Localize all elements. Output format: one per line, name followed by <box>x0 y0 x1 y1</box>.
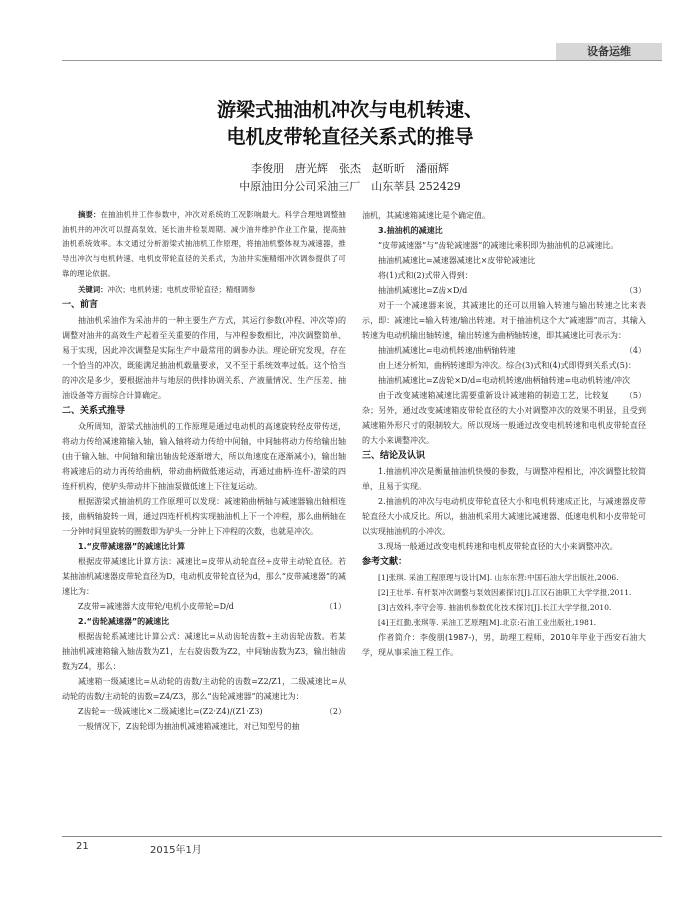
keywords <box>62 282 346 297</box>
paragraph: 对于一个减速器来说，其减速比的还可以用输入转速与输出转速之比来表示，即：减速比=输入转速/输出转速。对于抽油机这个大“减速器”而言，其输入转速为电动机输出轴转速，输出转速为曲柄轴转速，即其减速比可表示为： <box>362 301 646 340</box>
authors: 李俊朋 唐光辉 张杰 赵昕昕 潘丽辉 <box>251 162 449 175</box>
conclusion-item: 1.抽油机冲次是衡量抽油机快慢的参数，与调整冲程相比，冲次调整比较简单，且易于实现。 <box>362 467 646 491</box>
equation-number: （3） <box>624 286 646 295</box>
equation-number: （4） <box>624 346 646 355</box>
reference-item: [1]张琪. 采油工程原理与设计[M]. 山东东营:中国石油大学出版社,2006. <box>378 573 619 582</box>
paragraph: 将(1)式和(2)式带入得到： <box>378 271 473 280</box>
heading-references: 参考文献： <box>362 557 408 567</box>
page-number: 21 <box>76 841 89 852</box>
paragraph: 根据皮带减速比计算方法：减速比=皮带从动轮直径÷皮带主动轮直径。若某抽油机减速器皮带轮直径为D，电动机皮带轮直径为d，那么“皮带减速器”的减速比为： <box>62 556 346 596</box>
equation-3 <box>362 283 646 298</box>
equation-text: Z皮带=减速器大皮带轮/电机小皮带轮=D/d <box>78 601 234 611</box>
subheading-belt-ratio: 1.“皮带减速器”的减速比计算 <box>78 541 186 551</box>
right-column <box>362 208 646 660</box>
author-bio: 作者简介：李俊朋(1987-)，男，助理工程师，2010年毕业于西安石油大学，现从事采油工程工作。 <box>362 633 646 657</box>
paragraph: 根据游梁式抽油机的工作原理可以发现：减速箱曲柄轴与减速器输出轴相连接，曲柄轴旋转一周，通过四连杆机构实现抽油机上下一个冲程，那么曲柄轴在一分钟时间里旋转的圈数即为驴头一分钟上下冲程的次数，也就是冲次。 <box>62 496 346 536</box>
footer-rule <box>62 836 662 837</box>
article-title-line-1: 游梁式抽油机冲次与电机转速、 <box>216 99 483 121</box>
reference-item: [3]古效科,李守会等. 抽油机参数优化技术探讨[J].长江大学学报,2010. <box>378 603 612 612</box>
section-label: 设备运维 <box>556 43 662 60</box>
heading-intro: 一、前言 <box>62 299 99 310</box>
equation-2 <box>62 704 346 719</box>
reference-item: [2]王壮举. 有杆泵冲次调整与泵效因素探讨[J].江汉石油职工大学学报,2011. <box>378 588 632 597</box>
equation-5 <box>362 373 646 400</box>
left-column <box>62 208 346 734</box>
reference-item: [4]王红勤,张琪等. 采油工艺原理[M].北京:石油工业出版社,1981. <box>378 618 597 627</box>
heading-conclusion: 三、结论及认识 <box>362 451 426 461</box>
equation-number: （2） <box>324 706 346 716</box>
keywords-text: 冲次；电机转速；电机皮带轮直径；精细调参 <box>107 284 256 294</box>
article-title-line-2: 电机皮带轮直径关系式的推导 <box>226 126 474 148</box>
abstract-text: 在抽油机井工作参数中，冲次对系统的工况影响最大。科学合理地调整抽油机井的冲次可以提高泵效、延长油井检泵周期、减少油井维护作业工作量，提高抽油机系统效率。本文通过分析游梁式抽油机工作原理，将抽油机整体视为减速器，推导出冲次与电机转速、电机皮带轮直径的关系式，为油井实施精细冲次调参提供了可靠的理论依据。 <box>62 210 346 278</box>
paragraph: 根据齿轮系减速比计算公式：减速比=从动齿轮齿数÷主动齿轮齿数。若某抽油机减速箱输入轴齿数为Z1，左右旋齿数为Z2，中间轴齿数为Z3，输出轴齿数为Z4，那么： <box>62 631 346 671</box>
subheading-total-ratio: 3.抽油机的减速比 <box>378 226 443 235</box>
header-rule <box>62 60 662 61</box>
paragraph: 减速箱一级减速比=从动轮的齿数/主动轮的齿数=Z2/Z1，二级减速比=从动轮的齿数/主动轮的齿数=Z4/Z3，那么“齿轮减速器”的减速比为： <box>62 676 346 701</box>
equation-text: 抽油机减速比=电动机转速/曲柄轴转速 <box>378 346 516 355</box>
paragraph: 抽油机采油作为采油井的一种主要生产方式，其运行参数(冲程、冲次等)的调整对油井的高效生产起着至关重要的作用，与冲程参数相比，冲次调整简单、易于实现，因此冲次调整是实际生产中最常用的调参办法。理论研究发现，存在一个恰当的冲次，既能满足抽油机载量要求，又不至于系统效率过低。这个恰当的冲次是多少，要根据油井与地层的供排协调关系、产液量情况、生产压差、抽油设备等方面综合计算确定。 <box>62 315 346 400</box>
paragraph: 由上述分析知，曲柄转速即为冲次。综合(3)式和(4)式即得到关系式(5)： <box>378 361 636 370</box>
paragraph: “皮带减速器”与“齿轮减速器”的减速比乘积即为抽油机的总减速比。 <box>378 241 619 250</box>
equation-text: Z齿轮=一级减速比×二级减速比=(Z2·Z4)/(Z1·Z3) <box>78 706 263 716</box>
equation-number: （1） <box>324 601 346 611</box>
equation-4 <box>362 343 646 358</box>
abstract-label: 摘要： <box>78 210 101 219</box>
conclusion-item: 3.现场一般通过改变电机转速和电机皮带轮直径的大小来调整冲次。 <box>378 542 618 551</box>
equation-text: 抽油机减速比=Z齿×D/d <box>378 286 468 295</box>
equation-1 <box>62 599 346 614</box>
paragraph: 一般情况下，Z齿轮即为抽油机减速箱减速比，对已知型号的抽 <box>78 721 300 731</box>
equation-number: （5） <box>624 391 646 400</box>
heading-derivation: 二、关系式推导 <box>62 405 126 416</box>
equation-text: 抽油机减速比=Z齿轮×D/d=电动机转速/曲柄轴转速=电动机转速/冲次 <box>378 376 630 385</box>
paragraph: 油机，其减速箱减速比是个确定值。 <box>362 211 490 220</box>
affiliation: 中原油田分公司采油三厂 山东莘县 252429 <box>239 180 461 193</box>
abstract <box>62 208 346 282</box>
issue-date: 2015年1月 <box>150 845 202 856</box>
paragraph: 由于改变减速箱减速比需要重新设计减速箱的制造工艺，比较复杂；另外，通过改变减速箱皮带轮直径的大小对调整冲次的效果不明显，且受到减速箱外形尺寸的限制较大。所以现场一般通过改变电机转速和电机皮带轮直径的大小来调整冲次。 <box>362 391 646 445</box>
conclusion-item: 2.抽油机的冲次与电动机皮带轮直径大小和电机转速成正比，与减速器皮带轮直径大小成反比。所以，抽油机采用大减速比减速器、低速电机和小皮带轮可以实现抽油机的小冲次。 <box>362 497 646 536</box>
keywords-label: 关键词： <box>78 284 108 294</box>
subheading-gear-ratio: 2.“齿轮减速器”的减速比 <box>78 616 170 626</box>
paragraph: 众所周知，游梁式抽油机的工作原理是通过电动机的高速旋转经皮带传送，将动力传给减速箱输入轴，输入轴将动力传给中间轴，中间轴将动力传给输出轴(由于输入轴、中间轴和输出轴齿轮逐渐增大，所以角速度在逐渐减小)，输出轴将减速后的动力再传给曲柄，带动曲柄做低速运动，再通过曲柄-连杆-游梁的四连杆机构，使驴头带动井下抽油泵做低速上下往复运动。 <box>62 421 346 491</box>
paragraph: 抽油机减速比=减速器减速比×皮带轮减速比 <box>378 256 536 265</box>
